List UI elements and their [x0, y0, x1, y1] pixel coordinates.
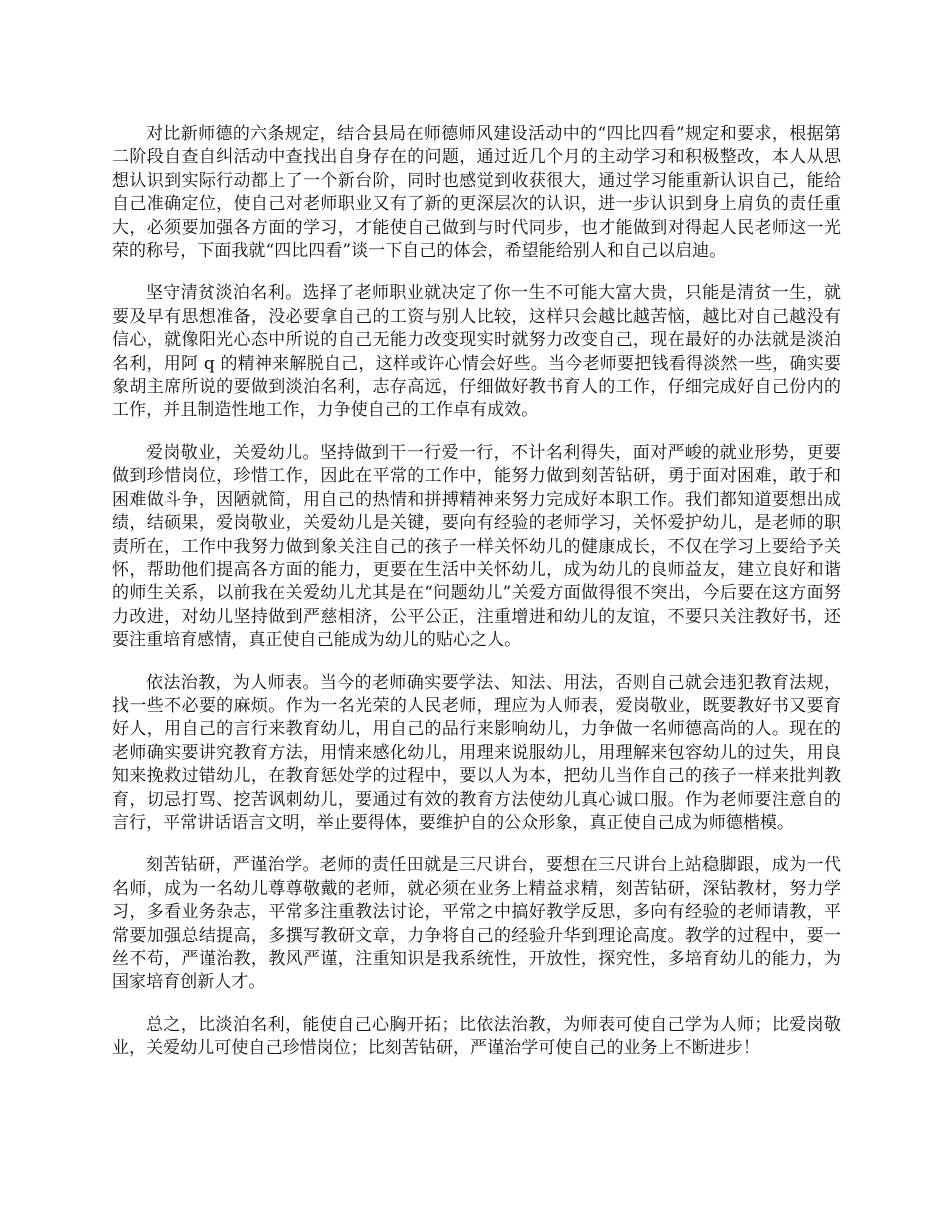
paragraph-study: 刻苦钻研，严谨治学。老师的责任田就是三尺讲台，要想在三尺讲台上站稳脚跟，成为一代名师，成为一名幼儿尊尊敬戴的老师，就必须在业务上精益求精，刻苦钻研，深钻教材，努力学习，多看业务杂志，平常多注重教法讨论，平常之中搞好教学反思，多向有经验的老师请教，平常要加强总结提高，多撰写教研文章，力争将自己的经验升华到理论高度。教学的过程中，要一丝不苟，严谨治教，教风严谨，注重知识是我系统性，开放性，探究性，多培育幼儿的能力，为国家培育创新人才。 [112, 855, 841, 993]
paragraph-frugality: 坚守清贫淡泊名利。选择了老师职业就决定了你一生不可能大富大贵，只能是清贫一生，就要及早有思想准备，没必要拿自己的工资与别人比较，这样只会越比越苦恼，越比对自己越没有信心，就像阳光心态中所说的自己无能力改变现实时就努力改变自己，现在最好的办法就是淡泊名利，用阿 q 的精神来解脱自己，这样或许心情会好些。当今老师要把钱看得淡然一些，确实要象胡主席所说的要做到淡泊名利，志存高远，仔细做好教书育人的工作，仔细完成好自己份内的工作，并且制造性地工作，力争使自己的工作卓有成效。 [112, 283, 841, 421]
paragraph-dedication: 爱岗敬业，关爱幼儿。坚持做到干一行爱一行，不计名利得失，面对严峻的就业形势，更要做到珍惜岗位，珍惜工作，因此在平常的工作中，能努力做到刻苦钻研，勇于面对困难，敢于和困难做斗争，因陋就简，用自己的热情和拼搏精神来努力完成好本职工作。我们都知道要想出成绩，结硕果，爱岗敬业，关爱幼儿是关键，要向有经验的老师学习，关怀爱护幼儿，是老师的职责所在，工作中我努力做到象关注自己的孩子一样关怀幼儿的健康成长，不仅在学习上要给予关怀，帮助他们提高各方面的能力，更要在生活中关怀幼儿，成为幼儿的良师益友，建立良好和谐的师生关系，以前我在关爱幼儿尤其是在“问题幼儿”关爱方面做得很不突出，今后要在这方面努力改进，对幼儿坚持做到严慈相济，公平公正，注重增进和幼儿的友谊，不要只关注教好书，还要注重培育感情，真正使自己能成为幼儿的贴心之人。 [112, 442, 841, 651]
paragraph-conclusion: 总之，比淡泊名利，能使自己心胸开拓；比依法治教，为师表可使自己学为人师；比爱岗敬业，关爱幼儿可使自己珍惜岗位；比刻苦钻研，严谨治学可使自己的业务上不断进步！ [112, 1014, 841, 1059]
paragraph-law: 依法治教，为人师表。当今的老师确实要学法、知法、用法，否则自己就会违犯教育法规，找一些不必要的麻烦。作为一名光荣的人民老师，理应为人师表，爱岗敬业，既要教好书又要育好人，用自己的言行来教育幼儿，用自己的品行来影响幼儿，力争做一名师德高尚的人。现在的老师确实要讲究教育方法，用情来感化幼儿，用理来说服幼儿，用理解来包容幼儿的过失，用良知来挽救过错幼儿，在教育惩处学的过程中，要以人为本，把幼儿当作自己的孩子一样来批判教育，切忌打骂、挖苦讽刺幼儿，要通过有效的教育方法使幼儿真心诚口服。作为老师要注意自的言行，平常讲话语言文明，举止要得体，要维护自的公众形象，真正使自己成为师德楷模。 [112, 672, 841, 833]
document-body [112, 123, 841, 1080]
paragraph-intro: 对比新师德的六条规定，结合县局在师德师风建设活动中的“四比四看”规定和要求，根据第二阶段自查自纠活动中查找出自身存在的问题，通过近几个月的主动学习和积极整改，本人从思想认识到实际行动都上了一个新台阶，同时也感觉到收获很大，通过学习能重新认识自己，能给自己准确定位，使自己对老师职业又有了新的更深层次的认识，进一步认识到身上肩负的责任重大，必须要加强各方面的学习，才能使自己做到与时代同步，也才能做到对得起人民老师这一光荣的称号，下面我就“四比四看”谈一下自己的体会，希望能给别人和自己以启迪。 [112, 124, 841, 262]
